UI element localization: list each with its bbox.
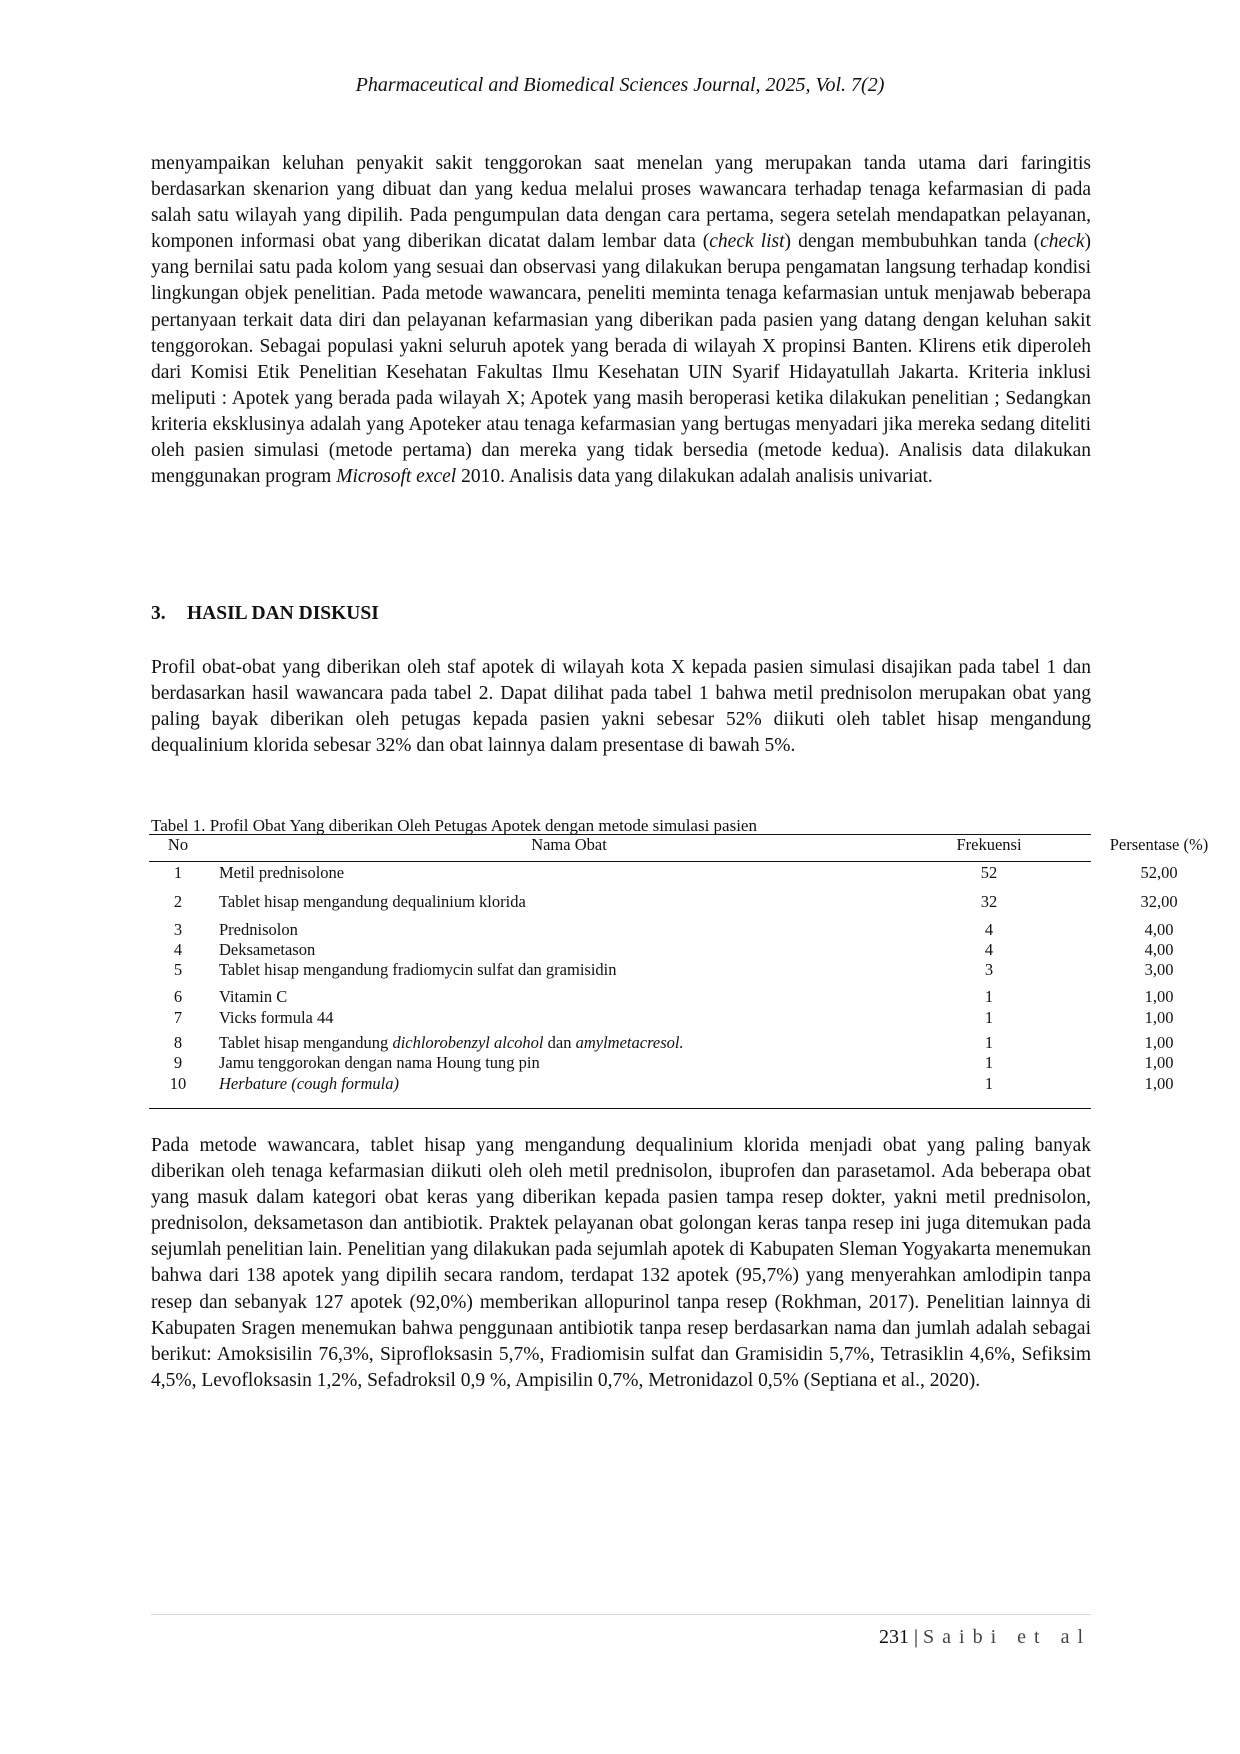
- row-no: 10: [169, 1074, 187, 1093]
- section-heading: [151, 603, 379, 625]
- footer-separator: |: [914, 1626, 919, 1648]
- row-percentage: 32,00: [1140, 892, 1178, 911]
- table-row: [149, 920, 1174, 942]
- table-bottom-rule: [149, 1108, 1091, 1109]
- header-frequency: Frekuensi: [956, 835, 1022, 854]
- italic-term: check list: [709, 231, 785, 253]
- text-segment: menyampaikan keluhan penyakit sakit tenggorokan saat menelan yang merupakan tanda utama dari faringitis berdasarkan skenarion yang dibuat dan yang kedua melalui proses wawancara terhadap tenaga kefarmasian di pada salah satu wilayah yang dipilih. Pada pengumpulan data dengan cara pertama, segera setelah mendapatkan pelayanan, komponen informasi obat yang diberikan dicatat dalam lembar data (: [151, 153, 1091, 253]
- row-frequency: 4: [984, 920, 994, 939]
- row-no: 2: [173, 892, 183, 911]
- row-frequency: 3: [984, 960, 994, 979]
- row-no: 7: [173, 1008, 183, 1027]
- text-segment: ) yang bernilai satu pada kolom yang sesuai dan observasi yang dilakukan berupa pengamatan langsung terhadap kondisi lingkungan objek penelitian. Pada metode wawancara, peneliti meminta tenaga kefarmasian untuk menjawab beberapa pertanyaan terkait data diri dan pelayanan kefarmasian yang diberikan pada pasien yang datang dengan keluhan sakit tenggorokan. Sebagai populasi yakni seluruh apotek yang berada di wilayah X propinsi Banten. Klirens etik diperoleh dari Komisi Etik Penelitian Kesehatan Fakultas Ilmu Kesehatan UIN Syarif Hidayatullah Jakarta. Kriteria inklusi meliputi : Apotek yang berada pada wilayah X; Apotek yang masih beroperasi ketika dilakukan penelitian ; Sedangkan kriteria eksklusinya adalah yang Apoteker atau tenaga kefarmasian yang bertugas menyadari jika mereka sedang diteliti oleh pasien simulasi (metode pertama) dan mereka yang tidak bersedia (metode kedua). Analisis data dilakukan menggunakan program: [151, 231, 1092, 488]
- discussion-paragraph: [151, 1133, 1091, 1394]
- table-row: [149, 987, 1174, 1009]
- row-percentage: 1,00: [1144, 1033, 1174, 1052]
- row-drug-name: Deksametason: [219, 940, 316, 959]
- row-drug-name: Vitamin C: [219, 987, 288, 1006]
- row-frequency: 1: [984, 1074, 994, 1093]
- section-title: HASIL DAN DISKUSI: [187, 603, 379, 624]
- name-italic: amylmetacresol.: [575, 1033, 684, 1052]
- row-no: 5: [173, 960, 183, 979]
- table-caption: Tabel 1. Profil Obat Yang diberikan Oleh Petugas Apotek dengan metode simulasi pasien: [151, 816, 757, 835]
- section-number: 3.: [151, 603, 166, 624]
- header-percentage: Persentase (%): [1109, 835, 1209, 854]
- table-row: [149, 1053, 1174, 1075]
- row-frequency: 4: [984, 940, 994, 959]
- header-name: Nama Obat: [531, 835, 607, 854]
- italic-term: check: [1040, 231, 1085, 253]
- row-frequency: 32: [980, 892, 998, 911]
- row-frequency: 1: [984, 987, 994, 1006]
- row-drug-name: [219, 1033, 919, 1053]
- header-no: No: [167, 835, 189, 854]
- page-footer: [151, 1626, 1091, 1649]
- table-row: [149, 960, 1174, 982]
- footer-author: Saibi et al: [923, 1626, 1091, 1648]
- table-header: [149, 834, 1209, 862]
- name-text: Tablet hisap mengandung: [219, 1033, 393, 1052]
- journal-header: Pharmaceutical and Biomedical Sciences Journal, 2025, Vol. 7(2): [355, 74, 885, 96]
- row-drug-name: Tablet hisap mengandung fradiomycin sulfat dan gramisidin: [219, 960, 617, 979]
- row-percentage: 4,00: [1144, 920, 1174, 939]
- row-percentage: 1,00: [1144, 1074, 1174, 1093]
- table-row: [149, 1008, 1174, 1030]
- row-percentage: 1,00: [1144, 987, 1174, 1006]
- row-no: 4: [173, 940, 183, 959]
- row-drug-name: [219, 1074, 919, 1094]
- row-percentage: 1,00: [1144, 1053, 1174, 1072]
- results-text: Profil obat-obat yang diberikan oleh staf apotek di wilayah kota X kepada pasien simulasi disajikan pada tabel 1 dan berdasarkan hasil wawancara pada tabel 2. Dapat dilihat pada tabel 1 bahwa metil prednisolon merupakan obat yang paling bayak diberikan oleh petugas kepada pasien yakni sebesar 52% diikuti oleh tablet hisap mengandung dequalinium klorida sebesar 32% dan obat lainnya dalam presentase di bawah 5%.: [151, 657, 1091, 757]
- row-drug-name: Vicks formula 44: [219, 1008, 334, 1027]
- row-frequency: 52: [980, 863, 998, 882]
- row-drug-name: Tablet hisap mengandung dequalinium klorida: [219, 892, 526, 911]
- row-frequency: 1: [984, 1053, 994, 1072]
- footer-divider: [151, 1614, 1091, 1615]
- table-row: [149, 940, 1174, 962]
- row-no: 1: [173, 863, 183, 882]
- row-frequency: 1: [984, 1008, 994, 1027]
- row-no: 8: [173, 1033, 183, 1052]
- table-row: [149, 892, 1178, 914]
- table-row: [149, 1074, 1174, 1096]
- row-drug-name: Metil prednisolone: [219, 863, 345, 882]
- table-row: [149, 863, 1178, 885]
- row-percentage: 3,00: [1144, 960, 1174, 979]
- discussion-text: Pada metode wawancara, tablet hisap yang mengandung dequalinium klorida menjadi obat yang paling banyak diberikan oleh tenaga kefarmasian diikuti oleh oleh metil prednisolon, ibuprofen dan parasetamol. Ada beberapa obat yang masuk dalam kategori obat keras yang diberikan kepada pasien tampa resep dokter, yakni metil prednisolon, prednisolon, deksametason dan antibiotik. Praktek pelayanan obat golongan keras tanpa resep ini juga ditemukan pada sejumlah penelitian lain. Penelitian yang dilakukan pada sejumlah apotek di Kabupaten Sleman Yogyakarta menemukan bahwa dari 138 apotek yang dipilih secara random, terdapat 132 apotek (95,7%) yang menyerahkan amlodipin tanpa resep dan sebanyak 127 apotek (92,0%) memberikan allopurinol tanpa resep (Rokhman, 2017). Penelitian lainnya di Kabupaten Sragen menemukan bahwa penggunaan antibiotik tanpa resep berdasarkan nama dan jumlah adalah sebagai berikut: Amoksisilin 76,3%, Siprofloksasin 5,7%, Fradiomisin sulfat dan Gramisidin 5,7%, Tetrasiklin 4,6%, Sefiksim 4,5%, Levofloksasin 1,2%, Sefadroksil 0,9 %, Ampisilin 0,7%, Metronidazol 0,5% (Septiana et al., 2020).: [151, 1135, 1091, 1391]
- page-number: 231: [879, 1626, 909, 1648]
- row-no: 6: [173, 987, 183, 1006]
- row-percentage: 52,00: [1140, 863, 1178, 882]
- drug-profile-table: [149, 834, 1209, 1093]
- text-segment: ) dengan membubuhkan tanda (: [784, 231, 1041, 253]
- italic-term: Microsoft excel: [336, 466, 457, 488]
- results-paragraph: [151, 655, 1091, 759]
- row-frequency: 1: [984, 1033, 994, 1052]
- name-italic: Herbature (cough formula): [219, 1074, 399, 1093]
- text-segment: 2010. Analisis data yang dilakukan adalah analisis univariat.: [456, 466, 933, 488]
- methods-paragraph: [151, 151, 1091, 490]
- row-drug-name: Prednisolon: [219, 920, 298, 939]
- name-italic: dichlorobenzyl alcohol: [392, 1033, 544, 1052]
- name-text: dan: [543, 1033, 576, 1052]
- row-drug-name: Jamu tenggorokan dengan nama Houng tung pin: [219, 1053, 540, 1072]
- row-percentage: 1,00: [1144, 1008, 1174, 1027]
- row-no: 3: [173, 920, 183, 939]
- row-no: 9: [173, 1053, 183, 1072]
- table-row: [149, 1033, 1174, 1055]
- row-percentage: 4,00: [1144, 940, 1174, 959]
